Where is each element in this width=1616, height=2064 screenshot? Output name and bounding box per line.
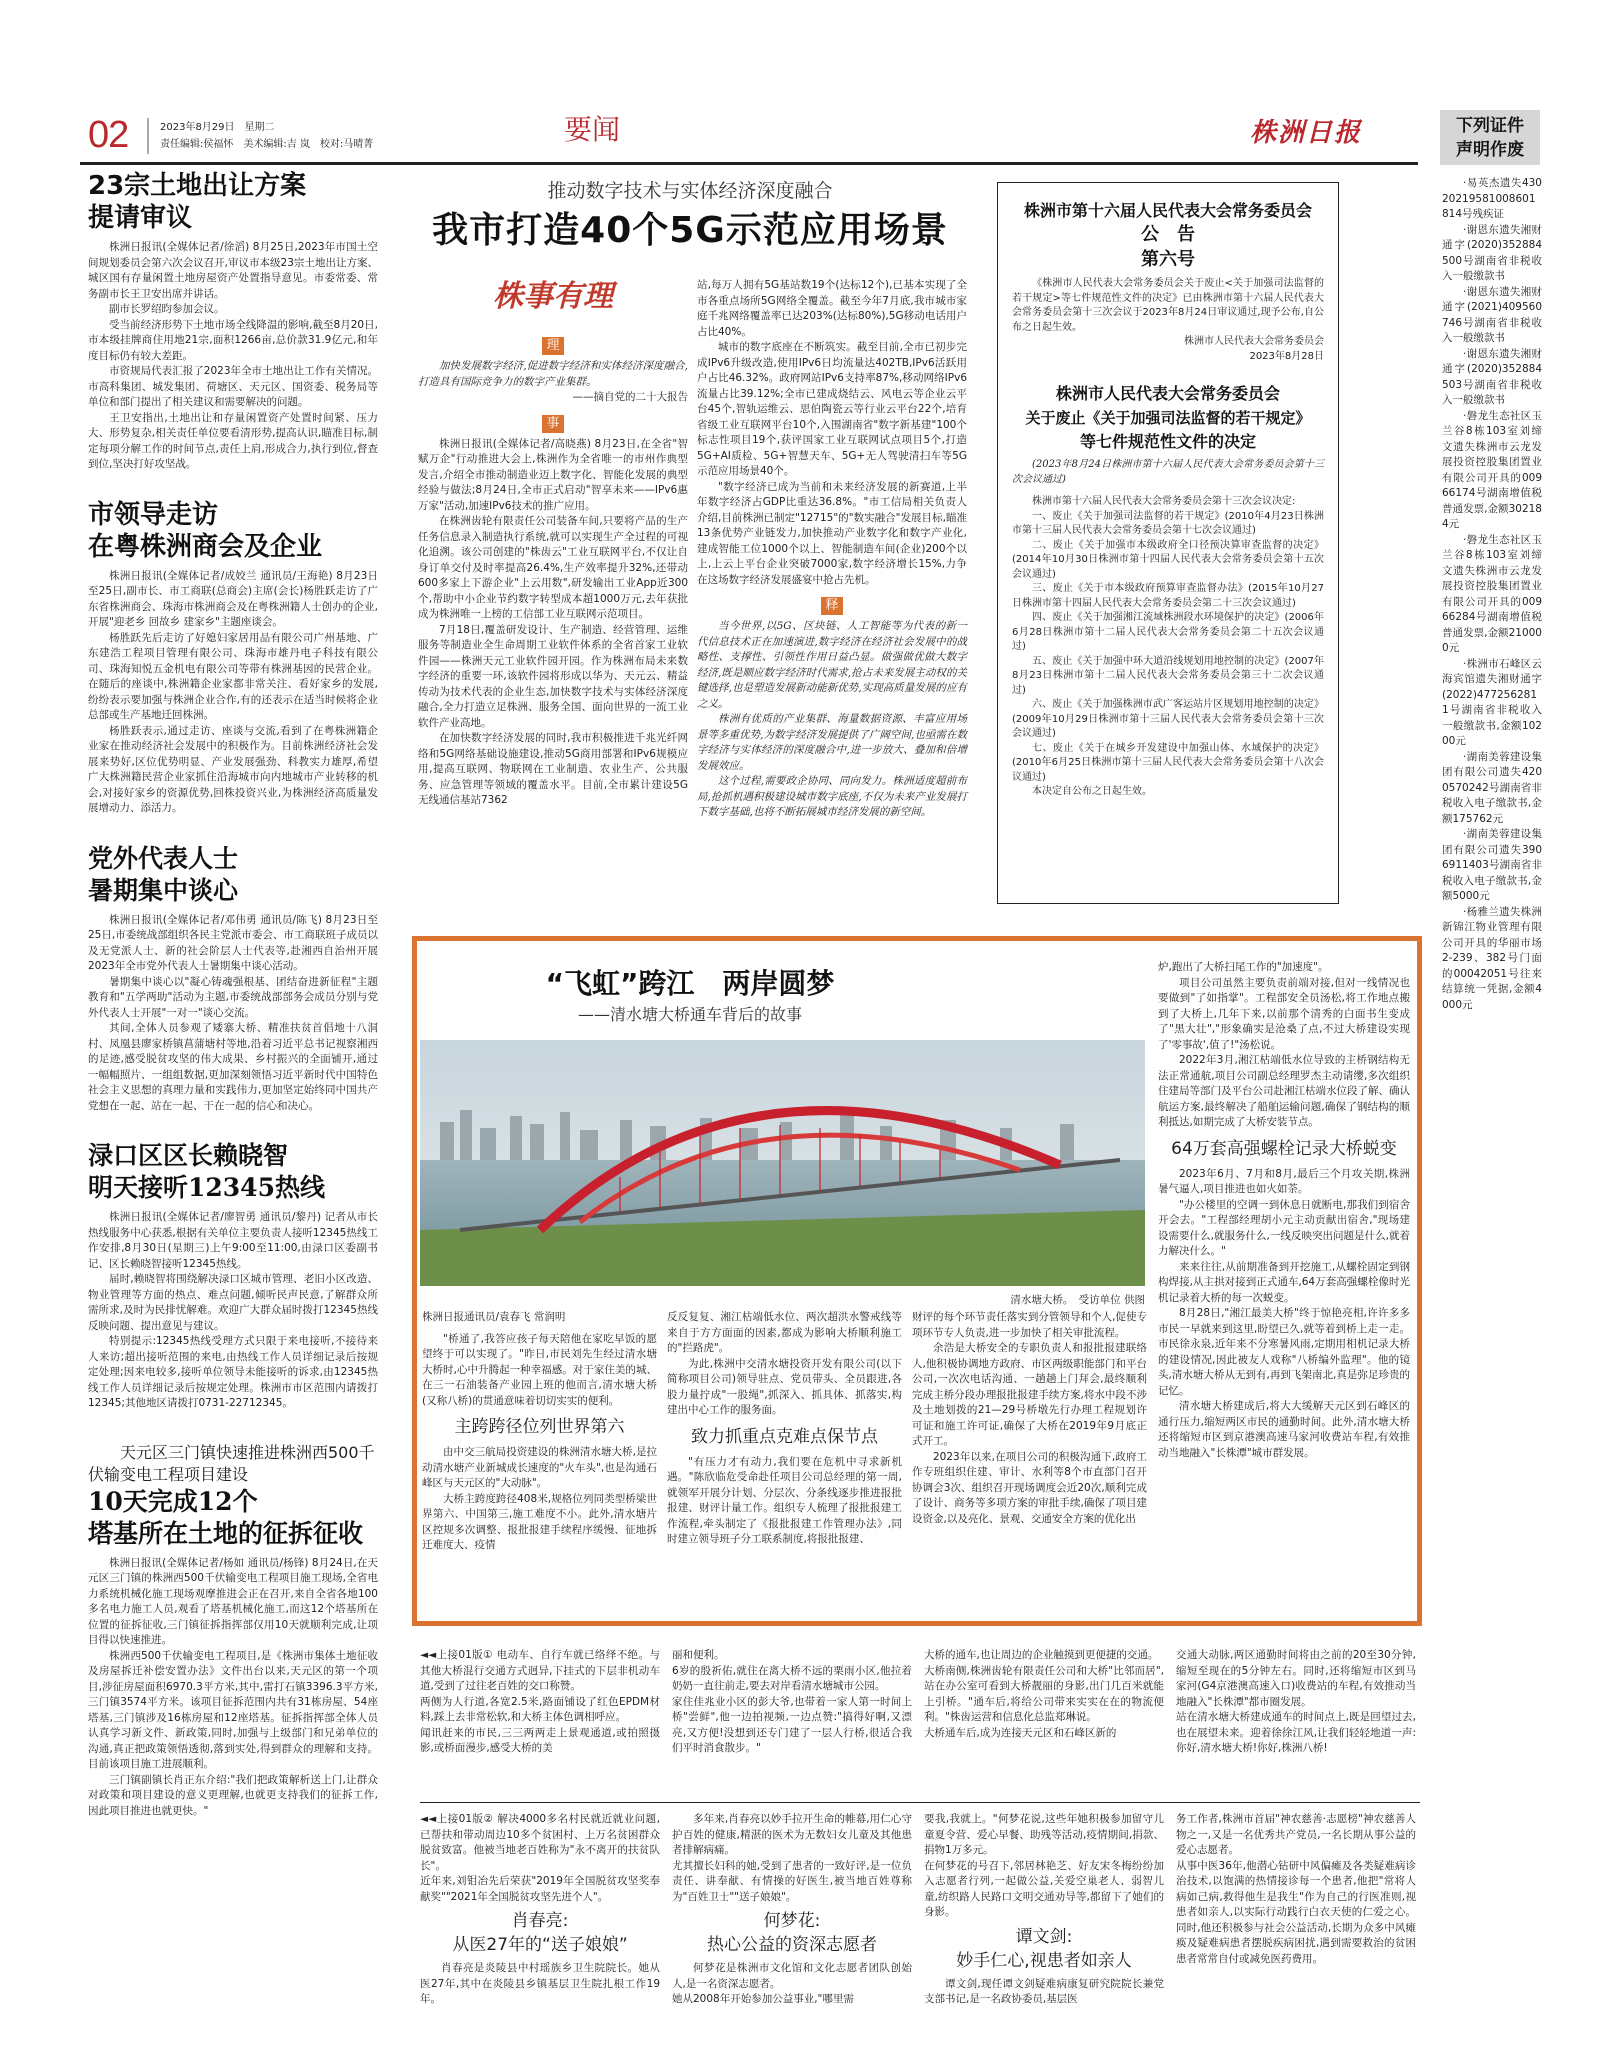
paragraph: 特别提示:12345热线受理方式只限于来电接听,不接待来人来访;超出接听范围的来电,由热线工作人员详细记录后按规定处理;因来电较多,接听单位领导未能接听的诉求,由12345热线工作人员详细记录后按规定处理。株洲市市区范围内请拨打12345;其他地区请拨打0731-22712345。	[88, 1335, 378, 1409]
decision-title: 等七件规范性文件的决定	[1079, 432, 1256, 451]
continued-text: ◄◄上接01版② 解决4000多名村民就近就业问题,已帮扶和带动周边10多个贫困村、上万名贫困群众脱贫致富。他被当地老百姓称为"永不离开的扶贫队长"。 近年来,刘钼冶先后荣获"2019年全国脱贫攻坚奖奉献奖""2021年全国脱贫攻坚先进个人"。	[420, 1813, 660, 1903]
decision-item: 五、废止《关于加强中环大道沿线规划用地控制的决定》(2007年8月23日株洲市第十二届人民代表大会常务委员会第三十二次会议通过)	[1012, 655, 1324, 696]
kicker: 天元区三门镇快速推进株洲西500千伏输变电工程项目建设	[88, 1442, 375, 1484]
commentary: 株洲有优质的产业集群、海量数据资源、丰富应用场景等多重优势,为数字经济发展提供了广阔空间,也亟需在数字经济与实体经济的深度融合中,进一步放大、叠加和倍增发展效应。	[697, 713, 967, 772]
continued-2-col	[672, 1812, 912, 2060]
decision-title: 株洲市人民代表大会常务委员会	[1055, 384, 1280, 403]
article-leader-visit	[88, 499, 378, 817]
notice-item: ·磐龙生态社区玉兰谷8栋103室刘缔文遗失株洲市云龙发展投资控股集团置业有限公司开具的00966174号湖南增值税普通发票,金额302184元	[1442, 409, 1542, 530]
lead-kicker: 推动数字技术与实体经济深度融合	[547, 180, 833, 202]
paragraph: 暑期集中谈心以"凝心铸魂强根基、团结奋进新征程"主题教育和"五学两助"活动为主题,市委统战部部务会成员分别与党外代表人士开展"一对一"谈心交流。	[88, 975, 378, 1019]
tag-shi: 事	[542, 415, 563, 433]
paragraph: 由中交三航局投资建设的株洲清水塘大桥,是拉动清水塘产业新城成长速度的"火车头",也是沟通石峰区与天元区的"大动脉"。	[422, 1446, 657, 1489]
paragraph: 站,每万人拥有5G基站数19个(达标12个),已基本实现了全市各重点场所5G网络全覆盖。截至今年7月底,我市城市家庭千兆网络覆盖率已达203%(达标80%),5G移动电话用户占比40%。	[697, 279, 967, 338]
paragraph: 清水塘大桥建成后,将大大缓解天元区到石峰区的通行压力,缩短两区市民的通勤时间。此外,清水塘大桥还将缩短市区到京港澳高速马家河收费站车程,有效推动当地融入"长株潭"城市群发展。	[1158, 1400, 1410, 1459]
bridge-subhead: ——清水塘大桥通车背后的故事	[577, 1005, 802, 1024]
section-heading: 64万套高强螺栓记录大桥蜕变	[1171, 1138, 1397, 1159]
paragraph: "有压力才有动力,我们要在危机中寻求新机遇。"陈欣临危受命赴任项目公司总经理的第一周,就领军开展分计划、分层次、分条线逐步推进报批报建、财评计量工作。组织专人梳理了报批报建工作流程,牵头制定了《报批报建工作管理办法》,同时建立领导班子分工联系制度,将报批报建、	[667, 1455, 902, 1545]
paragraph: 届时,赖晓智将围绕解决渌口区城市管理、老旧小区改造、物业管理等方面的热点、难点问题,倾听民声民意,了解群众所需所求,及时为民排忧解难。欢迎广大群众届时拨打12345热线反映问题、提出意见与建议。	[88, 1273, 378, 1332]
decision-item: 本决定自公布之日起生效。	[1032, 786, 1152, 797]
notice-item: ·湖南美蓉建设集团有限公司遗失4200570242号湖南省非税收入电子缴款书,金额175762元	[1442, 750, 1542, 825]
tag-li: 理	[542, 337, 563, 355]
continued-2-col	[420, 1812, 660, 2060]
headline-line: 10天完成12个	[88, 1486, 258, 1516]
continued-text: 多年来,肖春亮以妙手拉开生命的帷幕,用仁心守护百姓的健康,精湛的医术为无数妇女儿童及其他患者排解病痛。 尤其擅长妇科的她,受到了患者的一致好评,是一位负责任、讲奉献、有情操的好医生,被当地百姓尊称为"百姓卫士""送子娘娘"。	[672, 1813, 912, 1903]
masthead-rule	[80, 162, 1418, 165]
continued-1-col	[924, 1648, 1164, 1798]
paragraph: 7月18日,覆盖研发设计、生产制造、经营管理、运维服务等制造业全生命周期工业软件体系的全省首家工业软件园——株洲天元工业软件园开园。作为株洲布局未来数字经济的重要一环,该软件园将形成以华为、天元云、精益传动为技术代表的企业生态,加快数字技术与实体经济深度融合,全力打造立足株洲、服务全国、面向世界的一流工业软件产业高地。	[418, 623, 688, 729]
notice-item: ·湖南美蓉建设集团有限公司遗失3906911403号湖南省非税收入电子缴款书,金额5000元	[1442, 828, 1542, 902]
page-number: 02	[88, 114, 129, 156]
left-column	[88, 170, 378, 2060]
masthead-divider	[147, 118, 149, 154]
paper-logo: 株洲日报	[1250, 118, 1363, 148]
bridge-photo	[420, 1040, 1145, 1286]
decision-item: 一、废止《关于加强司法监督的若干规定》(2010年4月23日株洲市第十三届人民代表大会常务委员会第十七次会议通过)	[1012, 510, 1324, 536]
commentary: 当今世界,以5G、区块链、人工智能等为代表的新一代信息技术正在加速演进,数字经济在经济社会发展中的战略性、支撑性、引领性作用日益凸显。做强做优做大数字经济,既是顺应数字经济时代需求,抢占未来发展主动权的关键选择,也是塑造发展新动能新优势,实现高质量发展的应有之义。	[697, 620, 967, 710]
continued-text: 交通大动脉,两区通勤时间将由之前的20至30分钟,缩短至现在的5分钟左右。同时,还将缩短市区到马家河(G4京港澳高速入口)收费站的车程,有效推动当地融入"长株潭"都市圈发展。 站在清水塘大桥建成通车的时间点上,既是回望过去,也在展望未来。迎着徐徐江风,让我们轻轻地道一声:你好,清水塘大桥!你好,株洲八桥!	[1176, 1649, 1416, 1754]
continued-text: 肖春亮是炎陵县中村瑶族乡卫生院院长。她从医27年,其中在炎陵县乡镇基层卫生院扎根工作19年。	[420, 1962, 660, 2005]
announcement-label: 公 告	[1141, 224, 1195, 245]
announcement-title: 株洲市第十六届人民代表大会常务委员会	[1023, 201, 1312, 220]
bridge-col-2	[667, 1310, 902, 1615]
profile-name: 肖春亮:	[511, 1911, 569, 1931]
paragraph: 来来往往,从前期准备到开挖施工,从螺栓固定到钢构焊接,从主拱对接到正式通车,64万套高强螺栓像时光机记录着大桥的每一次蜕变。	[1158, 1260, 1410, 1304]
continued-text: 丽和便利。 6岁的殷祈佑,就住在离大桥不远的栗雨小区,他拉着奶奶一直往前走,要去对岸看清水塘城市公园。 家住佳兆业小区的彭大爷,也带着一家人第一时间上桥"尝鲜",他一边拍视频,一边点赞:"搞得好啊,又漂亮,又方便!没想到还专门建了一层人行桥,很适合我们平时消食散步。"	[672, 1649, 912, 1754]
paragraph: 株洲日报讯(全媒体记者/徐滔) 8月25日,2023年市国土空间规划委员会第六次会议召开,审议市本级23宗土地出让方案、城区国有存量闲置土地房屋资产处置指导意见。市委常委、常务副市长王卫安出席并讲话。	[88, 241, 378, 300]
paragraph: 杨胜跃表示,通过走访、座谈与交流,看到了在粤株洲籍企业家在推动经济社会发展中的积极作为。目前株洲经济社会发展来势好,区位优势明显、产业发展强劲、科教实力雄厚,希望广大株洲籍民营企业家抓住沿海城市向内地城市产业转移的机会,对接好家乡的资源优势,回株投资兴业,为株洲经济高质量发展增动力、添活力。	[88, 724, 378, 814]
notice-item: ·谢恩东遗失湘财通字(2020)352884503号湖南省非税收入一般缴款书	[1442, 347, 1542, 406]
paragraph: 炉,跑出了大桥扫尾工作的"加速度"。	[1158, 961, 1329, 973]
paragraph: 三门镇副镇长肖正东介绍:"我们把政策解析送上门,让群众对政策和项目建设的意义更理解,也就更支持我们的征拆工作,因此项目推进也就更快。"	[88, 1773, 378, 1817]
announcement-box	[997, 182, 1339, 904]
paragraph: 株洲日报讯(全媒体记者/邓伟勇 通讯员/陈飞) 8月23日至25日,市委统战部组织各民主党派市委会、市工商联班子成员以及无党派人士、新的社会阶层人士代表等,赴湘西自治州开展2023年全市党外代表人士暑期集中谈心活动。	[88, 913, 378, 972]
notice-item: ·谢恩东遗失湘财通字(2020)352884500号湖南省非税收入一般缴款书	[1442, 223, 1542, 282]
notices-sidebar	[1442, 176, 1542, 1011]
announcement-signer: 株洲市人民代表大会常务委员会	[1184, 336, 1324, 347]
paragraph: "数字经济已成为当前和未来经济发展的新赛道,上半年数字经济占GDP比重达36.8%。"市工信局相关负责人介绍,目前株洲已制定"12715"的"数实融合"发展目标,瞄准13条优势产业链发力,加快推动产业数字化和数字产业化,建成智能工位1000个以上、智能制造车间(企业)200个以上,上云上平台企业突破7000家,数字经济增长15%,力争在这场数字经济发展盛宴中抢占先机。	[697, 480, 967, 586]
article-hotline	[88, 1140, 378, 1412]
profile-title: 从医27年的“送子娘娘”	[452, 1935, 628, 1955]
paragraph: 市资规局代表汇报了2023年全市土地出让工作有关情况。市高科集团、城发集团、荷塘区、天元区、国资委、税务局等单位和部门提出了相关建议和需要解决的问题。	[88, 365, 378, 408]
tag-shi2: 释	[821, 597, 842, 615]
paragraph: 8月28日,"湘江最美大桥"终于惊艳亮相,许许多多市民一早就来到这里,盼望已久,就等着到桥上走一走。市民徐永泉,近年来不分寒暑风雨,定期用相机记录大桥的建设情况,因此被友人戏称"八桥编外监理"。他的镜头,清水塘大桥从无到有,再到飞架南北,真是弥足珍贵的记忆。	[1158, 1307, 1410, 1397]
continued-1-col	[672, 1648, 912, 1798]
section-heading: 致力抓重点克难点保节点	[691, 1426, 878, 1447]
paragraph: 王卫安指出,土地出让和存量闲置资产处置时间紧、压力大、形势复杂,相关责任单位要看清形势,提高认识,瞄准目标,制定每项分解工作的时间节点,责任上肩,形成合力,执行到位,督查到位,坚决打好攻坚战。	[88, 411, 378, 470]
decision-item: 三、废止《关于市本级政府预算审查监督办法》(2015年10月27日株洲市第十四届人民代表大会常务委员会第二十三次会议通过)	[1012, 583, 1324, 609]
lead-column-2	[697, 278, 967, 918]
section-title: 要闻	[563, 113, 620, 146]
bridge-col-4	[1158, 960, 1410, 1615]
profile-title: 热心公益的资深志愿者	[707, 1935, 877, 1955]
paragraph: 2023年以来,在项目公司的积极沟通下,政府工作专班组织住建、审计、水利等8个市直部门召开协调会3次、组织召开现场调度会近20次,顺利完成了设计、商务等多项方案的审批手续,确保了项目建设资金,以及亮化、景观、交通安全方案的优化出	[912, 1450, 1147, 1525]
continued-text: 务工作者,株洲市首届"神农慈善·志愿榜"神农慈善人物之一,又是一名优秀共产党员,一名长期从事公益的爱心志愿者。 从事中医36年,他潜心钻研中风偏瘫及各类疑难病诊治技术,以饱满的热情接诊每一个患者,他把"常将人病如己病,救得他生是我生"作为自己的行医准则,视患者如亲人,以实际行动践行白衣天使的仁爱之心。同时,他还积极参与社会公益活动,长期为众多中风瘫痪及疑难病患者摆脱疾病困扰,遇到需要救治的贫困患者常常自付或减免医药费用。	[1176, 1813, 1416, 1965]
bridge-col-3	[912, 1310, 1147, 1615]
photo-caption: 清水塘大桥。 受访单位 供图	[1010, 1294, 1145, 1306]
paragraph: 2023年6月、7月和8月,最后三个月攻关期,株洲暑气逼人,项目推进也如火如荼。	[1158, 1167, 1410, 1195]
continued-text: 大桥的通车,也让周边的企业触摸到更便捷的交通。 大桥南侧,株洲齿轮有限责任公司和大桥"比邻而居",站在办公室可看到大桥靓丽的身影,出门几百米就能上引桥。"通车后,将给公司带来实实在在的物流便利。"株齿运营和信息化总监郑琳说。 大桥通车后,成为连接天元区和石峰区新的	[924, 1649, 1164, 1739]
paragraph: 副市长罗绍昀参加会议。	[109, 303, 225, 315]
paragraph: 株洲西500千伏输变电工程项目,是《株洲市集体土地征收及房屋拆迁补偿安置办法》文件出台以来,天元区的第一个项目,涉征房屋面积6970.3平方米,其中,雷打石镇3396.3平方米,三门镇3574平方米。该项目征拆范围内共有31栋房屋、54座塔基,三门镇涉及16栋房屋和12座塔基。征拆指挥部全体人员认真学习新文件、新政策,同时,加强与上级部门和兄弟单位的沟通,真正把政策领悟透彻,落到实处,得到群众的理解和支持。目前该项目施工进展顺利。	[88, 1649, 378, 1770]
article-power-project	[88, 1442, 378, 1820]
profile-name: 何梦花:	[763, 1911, 821, 1931]
paragraph: 株洲日报讯(全媒体记者/杨如 通讯员/杨锋) 8月24日,在天元区三门镇的株洲西500千伏输变电工程项目施工现场,全省电力系统机械化施工现场观摩推进会正在召开,来自全省各地100多名电力施工人员,观看了塔基机械化施工,而这12个塔基所在位置的征拆征收,三门镇征拆指挥部仅用10天就顺利完成,让项目得以快速推进。	[88, 1556, 378, 1646]
editor-credits: 责任编辑:侯福怀 美术编辑:吉 岚 校对:马晴菁	[160, 139, 374, 150]
notice-item: ·谢恩东遗失湘财通字(2021)409560746号湖南省非税收入一般缴款书	[1442, 285, 1542, 344]
paragraph: 在加快数字经济发展的同时,我市积极推进千兆光纤网络和5G网络基础设施建设,推动5G商用部署和IPv6规模应用,提高互联网、物联网在工业制造、农业生产、公共服务、应急管理等领域的覆盖水平。目前,全市累计建设5G无线通信基站7362	[418, 732, 688, 806]
continued-2-col	[1176, 1812, 1416, 2060]
decision-intro: 株洲市第十六届人民代表大会常务委员会第十三次会议决定:	[1032, 496, 1296, 507]
paragraph: 余浩是大桥安全的专职负责人和报批报建联络人,他积极协调地方政府、市区两级职能部门和平台公司,一次次电话沟通、一趟趟上门拜会,最终顺利完成主桥分段办理报批报建手续方案,将水中段不涉及土地划拨的21—29号桥墩先行办理工程规划许可证和施工许可证,确保了大桥在2019年9月底正式开工。	[912, 1342, 1147, 1447]
paragraph: 在株洲齿轮有限责任公司装备车间,只要将产品的生产任务信息录入制造执行系统,就可以实现生产全过程的可视化追溯。该公司创建的"株齿云"工业互联网平台,不仅让自身订单交付及时率提高26.4%,生产效率提升32%,还带动600多家上下游企业"上云用数",研发输出工业App近300个,帮助中小企业节约数字转型成本超1000万元,去年获批成为株洲唯一上榜的工信部工业互联网示范项目。	[418, 515, 688, 620]
continued-text: 谭文剑,现任谭文剑疑难病康复研究院院长兼党支部书记,是一名政协委员,基层医	[924, 1977, 1164, 2005]
decision-item: 四、废止《关于加强湘江流域株洲段水环境保护的决定》(2006年6月28日株洲市第十二届人民代表大会常务委员会第二十五次会议通过)	[1012, 612, 1324, 652]
paragraph: 株洲日报讯(全媒体记者/高晓燕) 8月23日,在全省"智赋万企"行动推进大会上,株洲作为全省唯一的市州作典型发言,介绍全市推动制造业迈上数字化、智能化发展的典型经验与做法;8月24日,全市正式启动"智享未来——IPv6惠万家"活动,加速IPv6技术的推广应用。	[418, 437, 688, 512]
continued-1-col	[420, 1648, 660, 1798]
headline-line: 党外代表人士	[88, 843, 239, 873]
paragraph: 反反复复、湘江枯端低水位、两次超洪水警戒线等来自于方方面面的因素,都成为影响大桥顺利施工的"拦路虎"。	[667, 1311, 902, 1354]
bridge-headline: “飞虹”跨江 两岸圆梦	[545, 967, 835, 1000]
decision-title: 关于废止《关于加强司法监督的若干规定》	[1025, 409, 1311, 427]
paragraph: 株洲日报讯(全媒体记者/廖智勇 通讯员/黎丹) 记者从市长热线服务中心获悉,根据有关单位主要负责人接听12345热线工作安排,8月30日(星期三)上午9:00至11:00,由渌口区委副书记、区长赖晓智接听12345热线。	[88, 1211, 378, 1270]
section-divider	[420, 1802, 1420, 1803]
continued-text: 何梦花是株洲市文化馆和文化志愿者团队创始人,是一名资深志愿者。 她从2008年开始参加公益事业,"哪里需	[672, 1962, 912, 2005]
continued-text: ◄◄上接01版① 电动车、自行车就已络绎不绝。与其他大桥混行交通方式迥异,下挂式的下层非机动车道,受到了过往老百姓的交口称赞。 两侧为人行道,各宽2.5米,路面铺设了红色EPDM材料,踩上去非常松软,和大桥主体色调相呼应。 闻讯赶来的市民,三三两两走上景观通道,或拍照摄影,或桥面漫步,感受大桥的美	[420, 1649, 660, 1754]
lead-column-1	[418, 270, 688, 920]
paragraph: 城市的数字底座在不断筑实。截至目前,全市已初步完成IPv6升级改造,使用IPv6日均流量达402TB,IPv6活跃用户占比46.32%。政府网站IPv6支持率87%,移动网络IPv6流量占比39.12%;全市已建成烧结云、风电云等企业云平台45个,智轨运维云、思伯陶瓷云等行业云平台22个,培育省级工业互联网平台10个,入围湖南省"数字新基建"100个标志性项目19个,获评国家工业互联网试点项目5个,打造5G+AI质检、5G+智慧天车、5G+无人驾驶清扫车等5G示范应用场景40个。	[697, 341, 967, 477]
decision-subtitle: (2023年8月24日株洲市第十六届人民代表大会常务委员会第十三次会议通过)	[1012, 459, 1324, 485]
quote: 加快发展数字经济,促进数字经济和实体经济深度融合,打造具有国际竞争力的数字产业集群。	[418, 360, 688, 388]
section-heading: 主跨跨径位列世界第六	[454, 1417, 625, 1437]
notice-item: ·易英杰遗失430202195810086​01814号残疾证	[1442, 177, 1542, 220]
issue-date: 2023年8月29日 星期二	[160, 122, 275, 133]
commentary: 这个过程,需要政企协同、同向发力。株洲适度超前布局,抢抓机遇积极建设城市数字底座,不仅为未来产业发展打下数字基础,也将不断拓展城市经济发展的新空间。	[697, 775, 967, 818]
paragraph: 受当前经济形势下土地市场全线降温的影响,截至8月20日,市本级挂牌商住用地21宗,面积1266亩,总价款31.9亿元,和年度目标仍有较大差距。	[88, 318, 378, 362]
continued-text: 要我,我就上。"何梦花说,这些年她积极参加留守儿童夏令营、爱心早餐、助残等活动,疫情期间,捐款、捐物1万多元。 在何梦花的号召下,邻居林艳芝、好友宋冬梅纷纷加入志愿者行列,一起做公益,关爱空巢老人、弱智儿童,纺织路人民路口文明交通劝导等,都留下了她们的身影。	[924, 1813, 1164, 1918]
headline-line: 23宗土地出让方案	[88, 171, 307, 201]
byline: 株洲日报通讯员/袁春飞 常润明	[422, 1311, 566, 1323]
paragraph: 其间,全体人员参观了矮寨大桥、精准扶贫首倡地十八洞村、凤凰县廖家桥镇菖蒲塘村等地,沿着习近平总书记视察湘西的足迹,感受脱贫攻坚的伟大成果、乡村振兴的全面铺开,通过一幅幅照片、一组组数据,更加深刻领悟习近平新时代中国特色社会主义思想的真理力量和实践伟力,更加坚定始终同中国共产党想在一起、站在一起、干在一起的信心和决心。	[88, 1022, 378, 1112]
headline-line: 暑期集中谈心	[88, 875, 239, 905]
decision-item: 七、废止《关于在城乡开发建设中加强山体、水域保护的决定》(2010年6月25日株洲市第十三届人民代表大会常务委员会第十八次会议通过)	[1012, 742, 1324, 783]
notice-item: ·株洲市石峰区云海宾馆遗失湘财通字(2022)4772562811号湖南省非税收入一般缴款书,金额10200元	[1442, 657, 1542, 747]
paragraph: 株洲日报讯(全媒体记者/成姣兰 通讯员/王海艳) 8月23日至25日,副市长、市工商联(总商会)主席(会长)杨胜跃走访了广东省株洲商会、珠海市株洲商会及在粤株洲籍人士创办的企业,开展"迎老乡 回故乡 建家乡"主题座谈会。	[88, 569, 378, 628]
paragraph: "桥通了,我答应孩子每天陪他在家吃早饭的愿望终于可以实现了。"昨日,市民刘先生经过清水塘大桥时,心中升腾起一种幸福感。对于家住美的城、在三一石油装备产业园上班的他而言,清水塘大桥(又称八桥)的贯通意味着切切实实的便利。	[422, 1332, 657, 1407]
paragraph: 财评的每个环节责任落实到分管领导和个人,促使专项环节专人负责,进一步加快了相关审批流程。	[912, 1311, 1147, 1339]
paragraph: 为此,株洲中交清水塘投资开发有限公司(以下简称项目公司)领导驻点、党员带头、全员跟进,各股力量拧成"一股绳",抓深入、抓具体、抓落实,构建出中心工作的服务面。	[667, 1357, 902, 1416]
paragraph: "办公楼里的空调一到休息日就断电,那我们到宿舍开会去。"工程部经理胡小元主动贡献出宿舍,"现场建设需要什么,就服务什么,一线反映突出问题是什么,就着力解决什么。"	[1158, 1198, 1410, 1257]
continued-1-col	[1176, 1648, 1416, 1798]
headline-line: 提请审议	[88, 203, 193, 233]
notice-item: ·磐龙生态社区玉兰谷8栋103室刘缔文遗失株洲市云龙发展投资控股集团置业有限公司开具的00966284号湖南增值税普通发票,金额210000元	[1442, 533, 1542, 654]
headline-line: 明天接听12345热线	[88, 1173, 325, 1202]
decision-item: 六、废止《关于加强株洲市武广客运站片区规划用地控制的决定》(2009年10月29日株洲市第十三届人民代表大会常务委员会第十三次会议通过)	[1012, 699, 1324, 739]
headline-line: 市领导走访	[88, 499, 219, 530]
paragraph: 大桥主跨度跨径408米,规格位列同类型桥梁世界第六、中国第三,施工难度不小。此外,清水塘片区控规多次调整、报批报建手续程序缓慢、征地拆迁难度大、疫情	[422, 1492, 657, 1551]
profile-title: 妙手仁心,视患者如亲人	[956, 1950, 1132, 1971]
announcement-body: 《株洲市人民代表大会常务委员会关于废止<关于加强司法监督的若干规定>等七件规范性文件的决定》已由株洲市第十六届人民代表大会常务委员会第十三次会议于2023年8月24日审议通过,现予公布,自公布之日起生效。	[1012, 278, 1324, 333]
notice-box-title	[1440, 110, 1540, 165]
article-non-party-reps	[88, 843, 378, 1115]
announcement-date: 2023年8月28日	[1249, 350, 1324, 362]
bridge-col-1	[422, 1310, 657, 1615]
quote-source: ——摘自党的二十大报告	[572, 391, 688, 403]
paragraph: 杨胜跃先后走访了好媳妇家居用品有限公司广州基地、广东建浩工程项目管理有限公司、珠海市雄丹电子科技有限公司、珠海知悦五金机电有限公司等带有株洲基因的民营企业。在随后的座谈中,株洲籍企业家都非常关注、看好家乡的发展,纷纷表示要加强与株洲企业合作,有的还表示在适当时候将企业总部或生产基地迁回株洲。	[88, 631, 378, 721]
notice-box-label: 下列证件 声明作废	[1456, 116, 1524, 160]
paragraph: 项目公司虽然主要负责前端对接,但对一线情况也要做到"了如指掌"。工程部安全员汤松,将工作地点搬到了大桥上,几年下来,以前那个清秀的白面书生变成了"黑大壮","形象确实是沧桑了点,不过大桥建设实现了'零事故',值了!"汤松说。	[1158, 976, 1410, 1051]
headline-line: 在粤株洲商会及企业	[88, 531, 323, 562]
paragraph: 2022年3月,湘江枯端低水位导致的主桥钢结构无法正常通航,项目公司副总经理罗杰主动请缨,多次组织住建局等部门及平台公司赴湘江枯端水位段了解、确认航运方案,最终解决了船舶运输问题,确保了钢结构的顺利抵达,如期完成了大桥安装节点。	[1158, 1054, 1410, 1128]
headline-line: 塔基所在土地的征拆征收	[88, 1518, 364, 1548]
profile-name: 谭文剑:	[1015, 1926, 1073, 1947]
article-land-transfer	[88, 170, 378, 473]
decision-item: 二、废止《关于加强市本级政府全口径预决算审查监督的决定》(2014年10月30日株洲市第十四届人民代表大会常务委员会第十五次会议通过)	[1012, 539, 1324, 580]
continued-2-col	[924, 1812, 1164, 2060]
notice-item: ·杨雅兰遗失株洲新锦江物业管理有限公司开具的华丽市场2-239、382号门面的00042051号往来结算统一凭据,金额4000元	[1442, 905, 1542, 1011]
headline-line: 渌口区区长赖晓智	[88, 1141, 289, 1170]
column-logo: 株事有理	[493, 279, 613, 314]
announcement-number: 第六号	[1141, 249, 1195, 270]
lead-headline: 我市打造40个5G示范应用场景	[432, 210, 948, 251]
